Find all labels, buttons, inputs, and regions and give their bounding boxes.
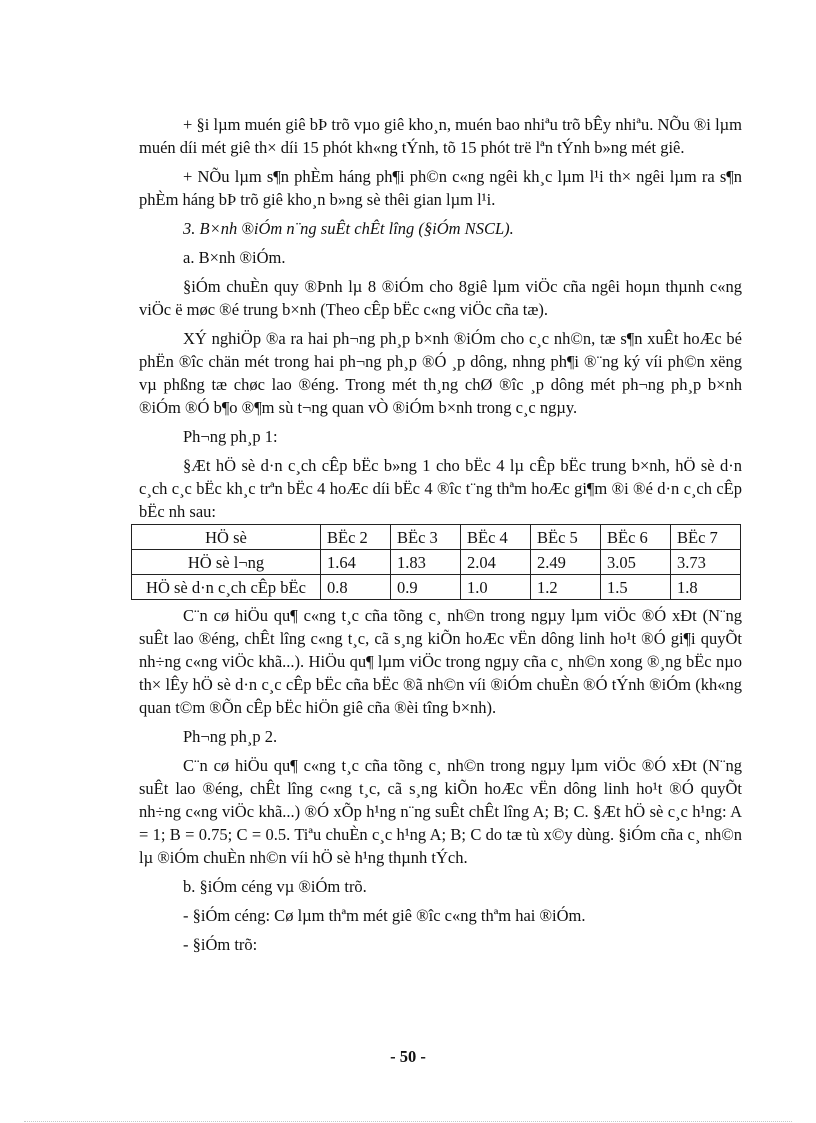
paragraph: - §iÓm trõ: — [183, 935, 258, 954]
table-row — [132, 575, 741, 600]
table-cell: 1.0 — [461, 575, 531, 600]
page-bottom-divider — [24, 1121, 792, 1122]
table-cell: 3.73 — [671, 550, 741, 575]
table-cell: 0.9 — [391, 575, 461, 600]
table-header-cell: BËc 7 — [671, 525, 741, 550]
table-cell: 1.5 — [601, 575, 671, 600]
paragraph: XÝ nghiÖp ®a ra hai ph¬ng ph¸p b×nh ®iÓm cho c¸c nh©n, tæ s¶n xuÊt hoÆc bé phËn ®îc chän mét trong hai ph¬ng ph¸p ®Ó ¸p dông, nhng ph¶i ®¨ng ký víi ph©n xëng vµ phßng tæ chøc lao ®éng. Trong mét th¸ng chØ ®îc ¸p dông mét ph¬ng ph¸p b×nh ®iÓm ®Ó b¶o ®¶m sù t¬ng quan vÒ ®iÓm b×nh trong c¸c ngµy. — [139, 329, 742, 417]
table-header-cell: BËc 2 — [321, 525, 391, 550]
table-cell: 3.05 — [601, 550, 671, 575]
table-cell: 2.49 — [531, 550, 601, 575]
table-cell: 0.8 — [321, 575, 391, 600]
page-body — [139, 113, 742, 956]
subsection-heading: b. §iÓm céng vµ ®iÓm trõ. — [183, 877, 367, 896]
table-cell: 1.83 — [391, 550, 461, 575]
paragraph: §iÓm chuÈn quy ®Þnh lµ 8 ®iÓm cho 8giê lµm viÖc cña ngêi hoµn thµnh c«ng viÖc ë møc ®é trung b×nh (Theo cÊp bËc c«ng viÖc cña tæ). — [139, 277, 742, 319]
table-cell: 1.2 — [531, 575, 601, 600]
table-cell: 1.64 — [321, 550, 391, 575]
table-row — [132, 550, 741, 575]
table-cell: 1.8 — [671, 575, 741, 600]
paragraph: + NÕu lµm s¶n phÈm háng ph¶i ph©n c«ng ngêi kh¸c lµm l¹i th× ngêi lµm ra s¶n phÈm háng bÞ trõ giê kho¸n b»ng sè thêi gian lµm l¹i. — [139, 167, 742, 209]
paragraph: - §iÓm céng: Cø lµm thªm mét giê ®îc c«ng thªm hai ®iÓm. — [183, 906, 586, 925]
table-header-cell: BËc 5 — [531, 525, 601, 550]
table-header-cell: BËc 6 — [601, 525, 671, 550]
table-header-cell: BËc 4 — [461, 525, 531, 550]
paragraph: + §i lµm muén giê bÞ trõ vµo giê kho¸n, muén bao nhiªu trõ bÊy nhiªu. NÕu ®i lµm muén díi mét giê th× díi 15 phót kh«ng tÝnh, tõ 15 phót trë lªn tÝnh b»ng mét giê. — [139, 115, 742, 157]
paragraph: C¨n cø hiÖu qu¶ c«ng t¸c cña tõng c¸ nh©n trong ngµy lµm viÖc ®Ó xÐt (N¨ng suÊt lao ®éng, chÊt lîng c«ng t¸c, cã s¸ng kiÕn hoÆc vËn dông linh ho¹t ®Ó gi¶i quyÕt nh÷ng c«ng viÖc khã...). HiÖu qu¶ lµm viÖc trong ngµy cña c¸ nh©n xong ®¸ng bËc nµo th× lÊy hÖ sè d·n c¸c cÊp bËc cña bËc ®ã nh©n víi ®iÓm chuÈn ®Ó tÝnh ®iÓm (kh«ng quan t©m ®Õn cÊp bËc hiÖn giê cña ®èi tîng b×nh). — [139, 606, 742, 717]
table-row-label: HÖ sè d·n c¸ch cÊp bËc — [132, 575, 321, 600]
paragraph: §Æt hÖ sè d·n c¸ch cÊp bËc b»ng 1 cho bËc 4 lµ cÊp bËc trung b×nh, hÖ sè d·n c¸ch c¸c bËc kh¸c trªn bËc 4 hoÆc díi bËc 4 ®îc t¨ng thªm hoÆc gi¶m ®i ®é d·n c¸ch cÊp bËc nh sau: — [139, 456, 742, 521]
method-heading: Ph¬ng ph¸p 1: — [183, 427, 278, 446]
table-cell: 2.04 — [461, 550, 531, 575]
table-header-cell: HÖ sè — [132, 525, 321, 550]
method-heading: Ph¬ng ph¸p 2. — [183, 727, 278, 746]
table-header-row — [132, 525, 741, 550]
subsection-heading: a. B×nh ®iÓm. — [183, 248, 286, 267]
table-row-label: HÖ sè l¬ng — [132, 550, 321, 575]
section-heading: 3. B×nh ®iÓm n¨ng suÊt chÊt lîng (§iÓm NSCL). — [183, 219, 514, 238]
paragraph: C¨n cø hiÖu qu¶ c«ng t¸c cña tõng c¸ nh©n trong ngµy lµm viÖc ®Ó xÐt (N¨ng suÊt lao ®éng, chÊt lîng c«ng t¸c, cã s¸ng kiÕn hoÆc vËn dông linh ho¹t ®Ó quyÕt nh÷ng c«ng viÖc khã...) ®Ó xÕp h¹ng n¨ng suÊt chÊt lîng A; B; C. §Æt hÖ sè c¸c h¹ng: A = 1; B = 0.75; C = 0.5. Tiªu chuÈn c¸c h¹ng A; B; C do tæ tù x©y dùng. §iÓm cña c¸ nh©n lµ ®iÓm chuÈn nh©n víi hÖ sè h¹ng thµnh tÝch. — [139, 756, 742, 867]
table-header-cell: BËc 3 — [391, 525, 461, 550]
coefficient-table — [131, 524, 741, 600]
page-number: - 50 - — [390, 1047, 426, 1066]
